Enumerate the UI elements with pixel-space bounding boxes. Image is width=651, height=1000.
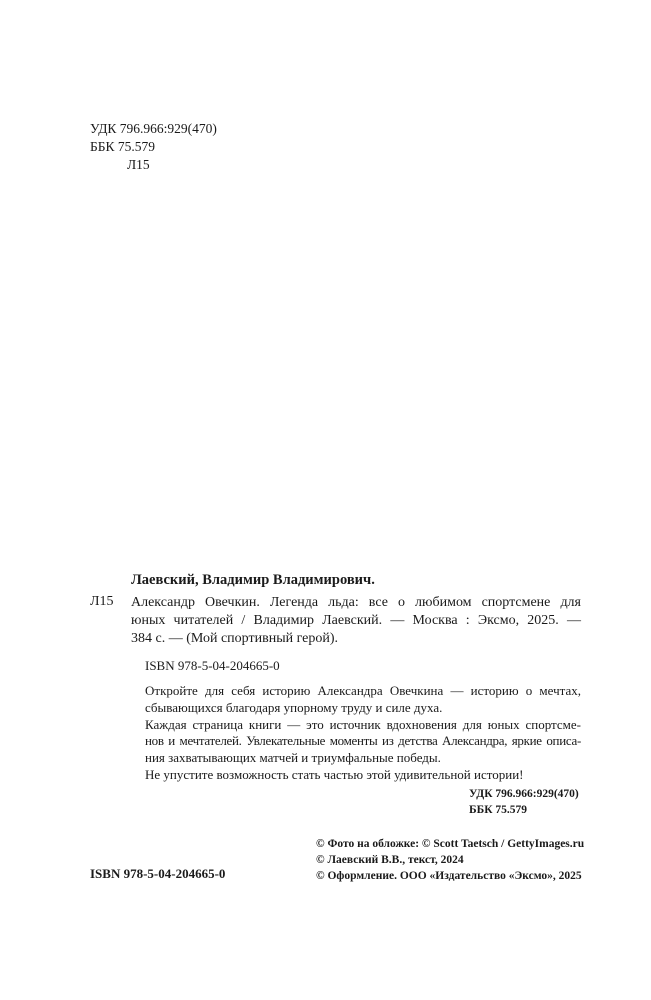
author-heading: Лаевский, Владимир Владимирович. [131, 572, 375, 588]
author-mark: Л15 [127, 157, 150, 172]
bbk-code: ББК 75.579 [90, 139, 156, 154]
udk-code: УДК 796.966:929(470) [90, 121, 217, 136]
isbn-bottom: ISBN 978-5-04-204665-0 [90, 866, 226, 881]
copyright-block [316, 836, 584, 884]
annotation-line: нов и мечтателей. Увлекательные моменты из детства Александра, яркие описа- [145, 733, 581, 749]
author-mark-record: Л15 [90, 594, 114, 609]
copyright-line: © Фото на обложке: © Scott Taetsch / GettyImages.ru [316, 838, 585, 850]
udk-code-bottom: УДК 796.966:929(470) [469, 788, 579, 800]
bottom-classification-block [469, 786, 579, 818]
description-line: юных читателей / Владимир Лаевский. — Москва : Эксмо, 2025. — [131, 613, 581, 628]
bibliographic-description [131, 594, 581, 648]
record-isbn: ISBN 978-5-04-204665-0 [145, 658, 280, 673]
annotation-line: Не упустите возможность стать частью этой удивительной истории! [145, 766, 524, 782]
annotation-line: Каждая страница книги — это источник вдохновения для юных спортсме- [145, 716, 581, 732]
copyright-line: © Лаевский В.В., текст, 2024 [316, 854, 464, 866]
annotation-line: Откройте для себя историю Александра Овечкина — историю о мечтах, [145, 683, 581, 698]
top-classification-block [90, 120, 217, 174]
annotation-text [145, 683, 581, 784]
annotation-line: сбывающихся благодаря упорному труду и силе духа. [145, 699, 443, 715]
description-line: 384 с. — (Мой спортивный герой). [131, 631, 339, 646]
bbk-code-bottom: ББК 75.579 [469, 804, 528, 816]
description-line: Александр Овечкин. Легенда льда: все о любимом спортсмене для [131, 595, 581, 610]
annotation-line: ния захватывающих матчей и триумфальные победы. [145, 750, 441, 766]
copyright-line: © Оформление. ООО «Издательство «Эксмо», 2025 [316, 870, 582, 882]
